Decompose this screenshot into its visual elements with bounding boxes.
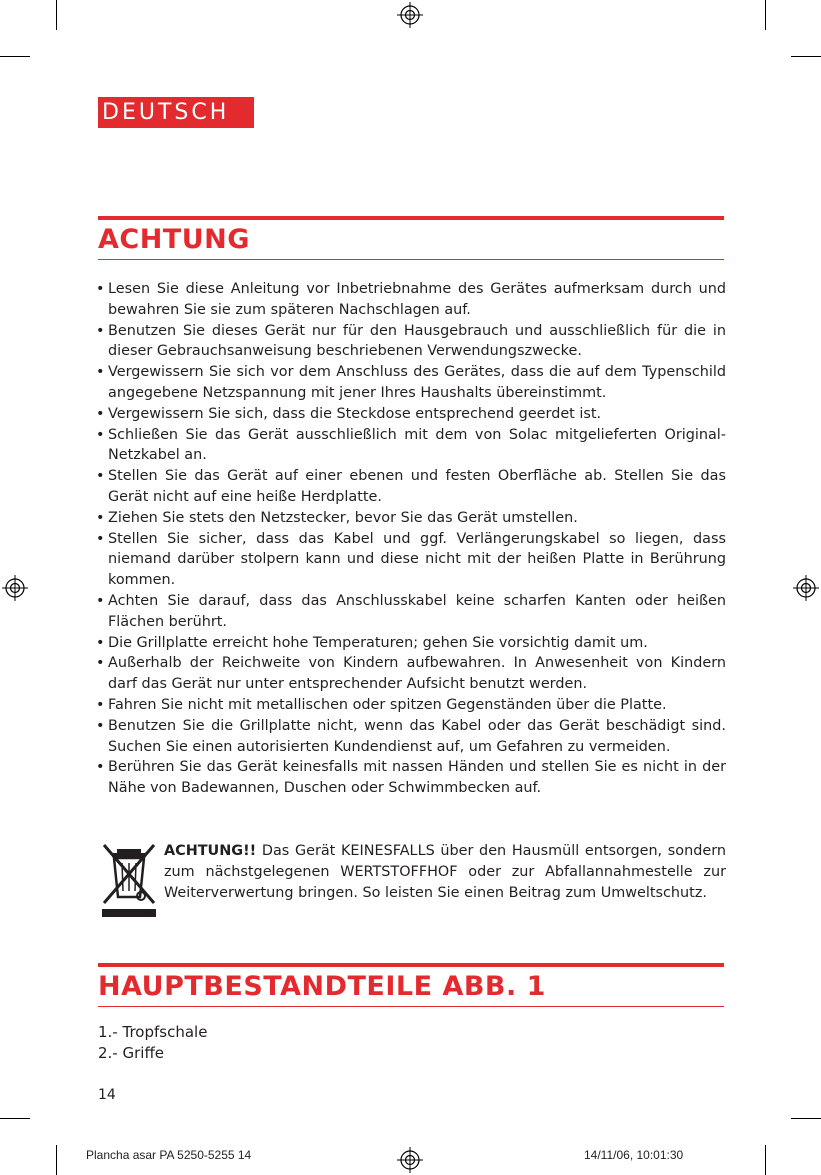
registration-mark-icon xyxy=(2,575,28,601)
crossed-out-wheelie-bin-icon xyxy=(100,841,158,919)
crop-mark xyxy=(765,0,766,30)
section-rule xyxy=(98,963,724,967)
list-item: • Stellen Sie das Gerät auf einer ebenen und festen Oberfläche ab. Stellen Sie das Gerät nicht auf eine heiße Herdplatte. xyxy=(96,466,726,508)
parts-section-title: HAUPTBESTANDTEILE ABB. 1 xyxy=(98,971,546,1002)
crop-mark xyxy=(0,56,30,57)
language-tab: DEUTSCH xyxy=(98,97,254,128)
list-item: • Die Grillplatte erreicht hohe Temperaturen; gehen Sie vorsichtig damit um. xyxy=(96,633,726,654)
section-rule xyxy=(98,216,724,220)
list-item: 1.- Tropfschale xyxy=(98,1023,208,1041)
disposal-body: Das Gerät KEINESFALLS über den Hausmüll entsorgen, sondern zum nächstgelegenen WERTSTOFFHOF oder zur Abfallannahmestelle zur Weiterverwertung bringen. So leisten Sie einen Beitrag zum Umweltschutz. xyxy=(164,843,726,901)
warning-list xyxy=(96,279,726,799)
page-number: 14 xyxy=(98,1087,116,1103)
crop-mark xyxy=(56,1145,57,1175)
crop-mark xyxy=(791,1118,821,1119)
list-item: • Achten Sie darauf, dass das Anschlusskabel keine scharfen Kanten oder heißen Flächen berührt. xyxy=(96,591,726,633)
list-item: 2.- Griffe xyxy=(98,1044,165,1062)
registration-mark-icon xyxy=(397,2,423,28)
registration-mark-icon xyxy=(397,1147,423,1173)
warning-section-title: ACHTUNG xyxy=(98,224,250,255)
print-slug-right: 14/11/06, 10:01:30 xyxy=(584,1148,684,1162)
list-item: • Benutzen Sie die Grillplatte nicht, wenn das Kabel oder das Gerät beschädigt sind. Suchen Sie einen autorisierten Kundendienst auf, um Gefahren zu vermeiden. xyxy=(96,716,726,758)
crop-mark xyxy=(0,1118,30,1119)
list-item: • Stellen Sie sicher, dass das Kabel und ggf. Verlängerungskabel so liegen, dass niemand darüber stolpern kann und diese nicht mit der heißen Platte in Berührung kommen. xyxy=(96,529,726,591)
list-item: • Lesen Sie diese Anleitung vor Inbetriebnahme des Gerätes aufmerksam durch und bewahren Sie sie zum späteren Nachschlagen auf. xyxy=(96,279,726,321)
crop-mark xyxy=(791,56,821,57)
print-slug-left: Plancha asar PA 5250-5255 14 xyxy=(86,1148,252,1162)
disposal-notice xyxy=(100,841,726,903)
section-rule xyxy=(98,259,724,260)
list-item: • Ziehen Sie stets den Netzstecker, bevor Sie das Gerät umstellen. xyxy=(96,508,726,529)
parts-list xyxy=(98,1022,207,1064)
list-item: • Schließen Sie das Gerät ausschließlich mit dem von Solac mitgelieferten Original-Netzkabel an. xyxy=(96,425,726,467)
disposal-text xyxy=(164,841,726,903)
list-item: • Vergewissern Sie sich, dass die Steckdose entsprechend geerdet ist. xyxy=(96,404,726,425)
section-rule xyxy=(98,1006,724,1007)
list-item: • Vergewissern Sie sich vor dem Anschluss des Gerätes, dass die auf dem Typenschild angegebene Netzspannung mit jener Ihres Haushalts übereinstimmt. xyxy=(96,362,726,404)
list-item: • Fahren Sie nicht mit metallischen oder spitzen Gegenständen über die Platte. xyxy=(96,695,726,716)
registration-mark-icon xyxy=(793,575,819,601)
crop-mark xyxy=(56,0,57,30)
disposal-label: ACHTUNG!! xyxy=(164,843,257,859)
crop-mark xyxy=(765,1145,766,1175)
list-item: • Außerhalb der Reichweite von Kindern aufbewahren. In Anwesenheit von Kindern darf das Gerät nur unter entsprechender Aufsicht benutzt werden. xyxy=(96,653,726,695)
list-item: • Berühren Sie das Gerät keinesfalls mit nassen Händen und stellen Sie es nicht in der Nähe von Badewannen, Duschen oder Schwimmbecken auf. xyxy=(96,757,726,799)
list-item: • Benutzen Sie dieses Gerät nur für den Hausgebrauch und ausschließlich für die in dieser Gebrauchsanweisung beschriebenen Verwendungszwecke. xyxy=(96,321,726,363)
